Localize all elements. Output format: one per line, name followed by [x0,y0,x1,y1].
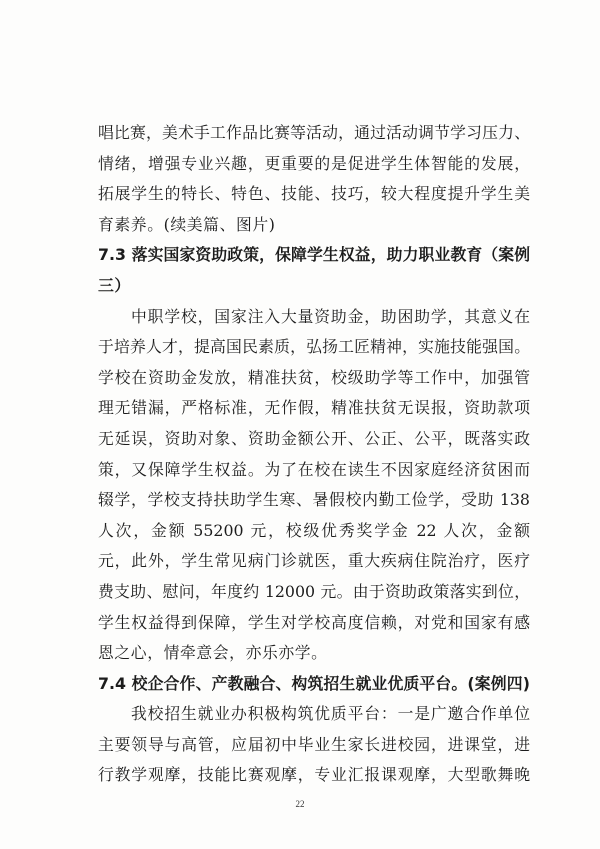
paragraph-line: 我校招生就业办积极构筑优质平台：一是广邀合作单位 [131,704,530,724]
section-7-4 [98,669,530,791]
section-heading-7-4: 7.4 校企合作、产教融合、构筑招生就业优质平台。(案例四) [98,673,530,693]
paragraph-line: 情绪，增强专业兴趣，更重要的是促进学生体智能的发展， [98,153,530,173]
text-body [98,118,530,791]
paragraph-line: 育素养。(续美篇、图片) [98,214,276,234]
paragraph-line: 主要领导与高管，应届初中毕业生家长进校园，进课堂，进 [98,734,530,754]
paragraph-line: 唱比赛，美术手工作品比赛等活动，通过活动调节学习压力、 [98,123,530,142]
paragraph-line: 学校在资助金发放，精准扶贫，校级助学等工作中，加强管 [98,367,530,387]
paragraph-line: 恩之心，情牵意会，亦乐亦学。 [98,643,328,663]
paragraph-line: 理无错漏，严格标准，无作假，精准扶贫无误报，资助款项 [98,398,530,418]
continuation-paragraph [98,118,530,240]
page-number: 22 [295,799,305,809]
paragraph-line: 元，此外，学生常见病门诊就医，重大疾病住院治疗，医疗 [98,551,530,571]
section-heading-7-3-continued: 三） [98,275,131,295]
paragraph-line: 学生权益得到保障，学生对学校高度信赖，对党和国家有感 [98,612,530,632]
paragraph-line: 无延误，资助对象、资助金额公开、公正、公平，既落实政 [98,428,530,448]
section-heading-7-3: 7.3 落实国家资助政策，保障学生权益，助力职业教育（案例 [98,245,530,265]
paragraph-line: 行教学观摩，技能比赛观摩，专业汇报课观摩，大型歌舞晚 [98,765,530,785]
paragraph-line: 策，又保障学生权益。为了在校在读生不因家庭经济贫困而 [98,459,530,479]
paragraph-line: 人次，金额 55200 元，校级优秀奖学金 22 人次，金额 [98,520,530,540]
paragraph-line: 辍学，学校支持扶助学生寒、暑假校内勤工俭学，受助 138 [98,490,530,510]
paragraph-line: 中职学校，国家注入大量资助金，助困助学，其意义在 [131,306,530,326]
paragraph-line: 于培养人才，提高国民素质，弘扬工匠精神，实施技能强国。 [98,337,530,357]
paragraph-line: 拓展学生的特长、特色、技能、技巧，较大程度提升学生美 [98,184,530,204]
paragraph-line: 费支助、慰问，年度约 12000 元。由于资助政策落实到位， [98,581,530,601]
section-7-3 [98,240,530,668]
